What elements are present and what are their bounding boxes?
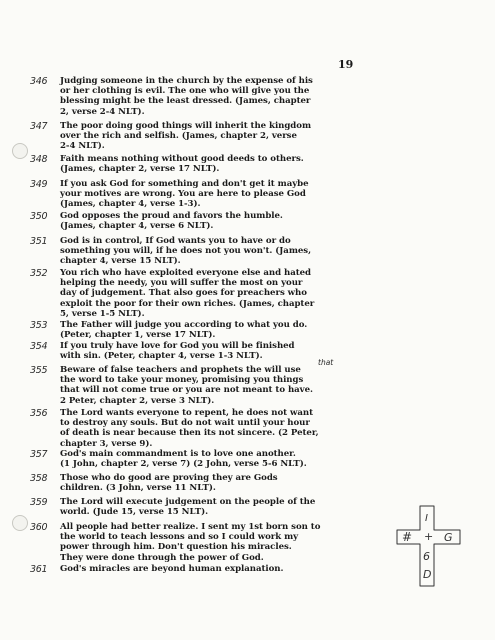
entry-number: 349: [30, 179, 48, 190]
sketch-letter-top: I: [425, 513, 428, 524]
entry-text: If you ask God for something and don't get it maybe your motives are wrong. You are here to please God (James, chapter 4, verse 1-3).: [60, 179, 309, 210]
sketch-letter-middle: 6: [423, 550, 430, 563]
entry-text: God's main commandment is to love one another. (1 John, chapter 2, verse 7) (2 John, verse 5-6 NLT).: [60, 449, 307, 470]
entry-number: 350: [30, 211, 48, 222]
entry-number: 360: [30, 522, 48, 533]
entry-number: 354: [30, 341, 48, 352]
entry-text: God's miracles are beyond human explanation.: [60, 564, 284, 574]
page-number: 19: [338, 58, 354, 71]
entry-number: 347: [30, 121, 48, 132]
entry-text: Judging someone in the church by the expense of his or her clothing is evil. The one who will give you the blessing might be the least dressed. (James, chapter 2, verse 2-4 NLT).: [60, 76, 313, 117]
handdrawn-cross-sketch: [394, 504, 464, 588]
entry-text: The Lord wants everyone to repent, he does not want to destroy any souls. But do not wait until your hour of death is near because then its not sincere. (2 Peter, chapter 3, verse 9).: [60, 408, 319, 449]
sketch-letter-bottom: D: [423, 568, 432, 581]
entry-text: Faith means nothing without good deeds to others. (James, chapter 2, verse 17 NLT).: [60, 154, 304, 175]
entry-number: 359: [30, 497, 48, 508]
binder-hole: [12, 143, 28, 159]
entry-number: 357: [30, 449, 48, 460]
entry-number: 356: [30, 408, 48, 419]
sketch-letter-right: G: [444, 531, 453, 544]
entry-text: God is in control, If God wants you to have or do something you will, if he does not you won't. (James, chapter 4, verse 15 NLT).: [60, 236, 312, 267]
sketch-plus: +: [424, 530, 434, 543]
entry-text: The poor doing good things will inherit the kingdom over the rich and selfish. (James, chapter 2, verse 2-4 NLT).: [60, 121, 311, 152]
entry-text: Those who do good are proving they are Gods children. (3 John, verse 11 NLT).: [60, 473, 278, 494]
entry-text: The Lord will execute judgement on the people of the world. (Jude 15, verse 15 NLT).: [60, 497, 316, 518]
binder-hole: [12, 515, 28, 531]
entry-text: The Father will judge you according to what you do. (Peter, chapter 1, verse 17 NLT).: [60, 320, 308, 341]
entry-number: 346: [30, 76, 48, 87]
entry-number: 355: [30, 365, 48, 376]
entry-number: 348: [30, 154, 48, 165]
handwritten-insert: that: [318, 358, 334, 367]
entry-number: 361: [30, 564, 48, 575]
entry-text: All people had better realize. I sent my 1st born son to the world to teach lessons and so I could work my power through him. Don't question his miracles. They were done through the power of God.: [60, 522, 321, 563]
entry-text: You rich who have exploited everyone else and hated helping the needy, you will suffer the most on your day of judgement. That also goes for preachers who exploit the poor for their own riches. (James, chapter 5, verse 1-5 NLT).: [60, 268, 315, 319]
entry-number: 358: [30, 473, 48, 484]
entry-number: 352: [30, 268, 48, 279]
entry-text: Beware of false teachers and prophets the will use the word to take your money, promising you things that will not come true or you are not meant to have. 2 Peter, chapter 2, verse 3 NLT).: [60, 365, 313, 406]
entry-number: 353: [30, 320, 48, 331]
sketch-letter-left: #: [402, 530, 413, 544]
entry-text: If you truly have love for God you will be finished with sin. (Peter, chapter 4, verse 1-3 NLT).: [60, 341, 295, 362]
entry-number: 351: [30, 236, 48, 247]
entry-text: God opposes the proud and favors the humble. (James, chapter 4, verse 6 NLT).: [60, 211, 283, 232]
